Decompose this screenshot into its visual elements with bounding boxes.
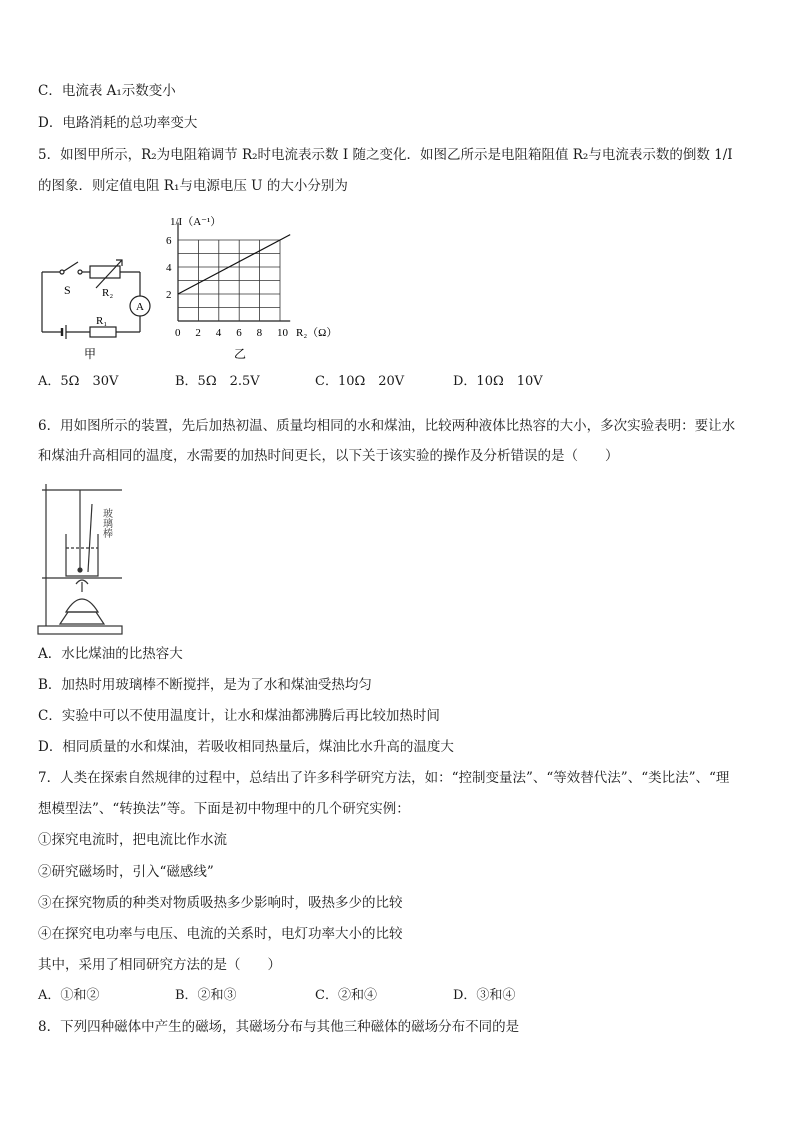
y-tick-label: 4 <box>166 262 172 274</box>
q6-option-d: D．相同质量的水和煤油，若吸收相同热量后，煤油比水升高的温度大 <box>38 739 454 755</box>
q5-stem-line2: 的图象．则定值电阻 R₁与电源电压 U 的大小分别为 <box>38 178 348 194</box>
circuit-caption: 甲 <box>84 347 97 361</box>
glass-rod-label: 玻璃棒 <box>100 508 112 538</box>
q7-option-c: C．②和④ <box>315 988 377 1003</box>
q8-stem-line1: 8．下列四种磁体中产生的磁场，其磁场分布与其他三种磁体的磁场分布不同的是 <box>38 1019 520 1035</box>
resistor-label: R₁ <box>96 315 108 327</box>
q7-question: 其中，采用了相同研究方法的是（ ） <box>38 957 281 973</box>
x-tick-label: 4 <box>215 327 222 339</box>
q7-item-2: ②研究磁场时，引入“磁感线” <box>38 864 214 880</box>
switch-label: S <box>64 283 71 297</box>
series-line <box>178 235 290 294</box>
q4-option-c: C．电流表 A₁示数变小 <box>38 83 176 99</box>
q7-options <box>38 987 738 1005</box>
q4-option-d: D．电路消耗的总功率变大 <box>38 115 198 131</box>
q5-option-c: C．10Ω 20V <box>315 374 405 389</box>
q5-circuit-diagram <box>30 228 160 368</box>
q6-option-a: A．水比煤油的比热容大 <box>38 646 183 662</box>
q5-graph <box>160 203 340 368</box>
q6-option-c: C．实验中可以不使用温度计，让水和煤油都沸腾后再比较加热时间 <box>38 708 440 724</box>
ammeter-label: A <box>136 301 144 313</box>
x-tick-label: 2 <box>195 327 201 339</box>
q7-option-d: D．③和④ <box>453 988 516 1003</box>
chart-y-axis-label: 1/I（A⁻¹） <box>170 216 222 228</box>
q6-stem-line2: 和煤油升高相同的温度，水需要的加热时间更长，以下关于该实验的操作及分析错误的是（ ） <box>38 448 619 464</box>
q7-option-b: B．②和③ <box>175 988 237 1003</box>
q7-item-4: ④在探究电功率与电压、电流的关系时，电灯功率大小的比较 <box>38 926 403 942</box>
heating-apparatus <box>36 478 128 638</box>
q5-option-b: B．5Ω 2.5V <box>175 374 260 389</box>
x-tick-label: 10 <box>277 327 288 339</box>
x-tick-label: 8 <box>256 327 263 339</box>
y-tick-label: 6 <box>166 235 172 247</box>
q6-option-b: B．加热时用玻璃棒不断搅拌，是为了水和煤油受热均匀 <box>38 677 372 693</box>
y-tick-label: 2 <box>166 289 172 301</box>
x-tick-label: 6 <box>236 327 242 339</box>
x-tick-label: 0 <box>175 327 181 339</box>
q5-option-d: D．10Ω 10V <box>453 374 543 389</box>
chart-caption: 乙 <box>234 347 247 361</box>
q6-stem-line1: 6．用如图所示的装置，先后加热初温、质量均相同的水和煤油，比较两种液体比热容的大小，多次实验表明：要让水 <box>38 418 736 434</box>
rheostat-label: R₂ <box>102 287 114 299</box>
q5-option-a: A．5Ω 30V <box>38 374 119 389</box>
chart-x-axis-label: R₂（Ω） <box>296 327 338 339</box>
q7-stem-line1: 7．人类在探索自然规律的过程中，总结出了许多科学研究方法，如：“控制变量法”、“等效替代法”、“类比法”、“理 <box>38 770 730 786</box>
q7-option-a: A．①和② <box>38 988 100 1003</box>
q7-stem-line2: 想模型法”、“转换法”等。下面是初中物理中的几个研究实例： <box>38 801 410 817</box>
q5-stem-line1: 5．如图甲所示，R₂为电阻箱调节 R₂时电流表示数 I 随之变化．如图乙所示是电阻箱阻值 R₂与电流表示数的倒数 1/I <box>38 147 733 163</box>
q7-item-1: ①探究电流时，把电流比作水流 <box>38 832 227 848</box>
q7-item-3: ③在探究物质的种类对物质吸热多少影响时，吸热多少的比较 <box>38 895 403 911</box>
q5-options <box>38 373 738 391</box>
